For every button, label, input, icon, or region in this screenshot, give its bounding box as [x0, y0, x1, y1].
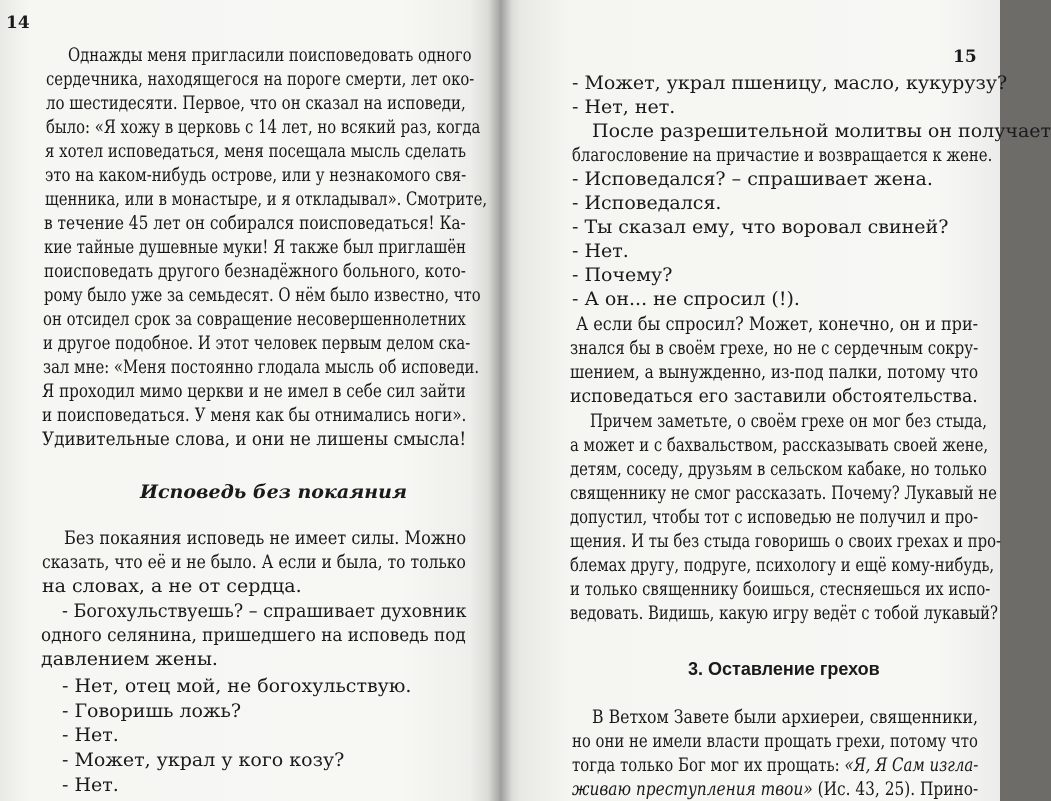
scripture-quote: «Я, Я Сам изгла- — [844, 754, 979, 776]
right-text-line: шением, а вынужденно, из-под палки, потому что — [570, 361, 979, 383]
scripture-reference: (Ис. 43, 25). Прино- — [812, 778, 979, 800]
right-page — [500, 0, 1051, 801]
left-text-line: зал мне: «Меня постоянно глодала мысль об исповеди. — [43, 356, 480, 378]
right-text-line: - Нет, нет. — [572, 96, 676, 118]
right-text-line: благословение на причастие и возвращается к жене. — [572, 144, 993, 166]
right-text-line: а может и с бахвальством, рассказывать своей жене, — [570, 434, 989, 456]
left-text-line: - Говоришь ложь? — [62, 700, 242, 722]
left-text-line: в течение 45 лет он собирался поисповедаться! Ка- — [44, 212, 466, 234]
left-text-line: - Нет, отец мой, не богохульствую. — [62, 675, 412, 697]
left-text-line: ло шестидесяти. Первое, что он сказал на исповеди, — [46, 92, 466, 114]
scripture-quote-cont: живаю преступления твои» — [572, 778, 813, 800]
right-text-line: и только священнику боишься, стесняешься их испо- — [570, 578, 991, 600]
left-text-line: кие тайные душевные муки! Я также был приглашён — [44, 236, 467, 258]
right-text-line: Причем заметьте, о своём грехе он мог без стыда, — [590, 410, 987, 432]
left-text-line: Я проходил мимо церкви и не имел в себе сил зайти — [42, 380, 466, 402]
left-text-line: поисповедать другого безнадёжного больного, кото- — [44, 260, 466, 282]
left-text-line: Однажды меня пригласили поисповедовать одного — [68, 44, 472, 66]
right-text-line: допустил, чтобы тот с исповедью не получил и про- — [570, 506, 979, 528]
left-text-line: сердечника, находящегося на пороге смерти, лет око- — [46, 68, 475, 90]
right-text-line: священнику не смог рассказать. Почему? Лукавый не — [570, 482, 997, 504]
right-text-line: знался бы в своём грехе, но не с сердечным сокру- — [570, 337, 979, 359]
left-text-line: было: «Я хожу в церковь с 14 лет, но всякий раз, когда — [46, 116, 481, 138]
right-text-line — [572, 778, 978, 801]
right-text-line: После разрешительной молитвы он получает — [592, 120, 1051, 142]
left-text-line: рому было уже за семьдесят. О нём было известно, что — [44, 284, 481, 306]
right-page-number: 15 — [953, 47, 977, 67]
section-heading-left: Исповедь без покаяния — [140, 481, 408, 503]
right-text-line: - Может, украл пшеницу, масло, кукурузу? — [572, 72, 1008, 94]
right-text-line: детям, соседу, друзьям в сельском кабаке, но только — [570, 458, 987, 480]
right-text-line — [572, 754, 978, 777]
right-text-line: - Исповедался. — [572, 192, 722, 214]
right-text-line: - Нет. — [572, 240, 629, 262]
left-text-line: я хотел исповедаться, меня посещала мысль сделать — [45, 140, 466, 162]
left-text-line: он отсидел срок за совращение несовершеннолетних — [43, 308, 466, 330]
left-text-line: сказать, что её и не было. А если и была, то только — [42, 551, 466, 573]
right-text-line: - Ты сказал ему, что воровал свиней? — [572, 216, 949, 238]
left-text-line: Без покаяния исповедь не имеет силы. Можно — [64, 527, 467, 549]
right-text-line: ведовать. Видишь, какую игру ведёт с тобой лукавый? — [570, 602, 999, 624]
right-text-line: исповедаться его заставили обстоятельства. — [570, 385, 978, 407]
left-text-line: это на каком-нибудь острове, или у незнакомого свя- — [45, 164, 467, 186]
left-text-line: - Нет. — [62, 724, 119, 746]
left-text-line: - Может, украл у кого козу? — [62, 749, 345, 771]
left-text-line: щенника, или в монастыре, и я откладывал». Смотрите, — [45, 188, 488, 210]
left-text-line: и поисповедаться. У меня как бы отнимались ноги». — [42, 404, 467, 426]
right-text-line: щения. И ты без стыда говоришь о своих грехах и про- — [570, 530, 1002, 552]
left-text-line: одного селянина, пришедшего на исповедь под — [41, 624, 466, 646]
right-text-line: блемах другу, подруге, психологу и ещё кому-нибудь, — [570, 554, 995, 576]
right-text-line: А если бы спросил? Может, конечно, он и при- — [576, 313, 979, 335]
section-heading-right: 3. Оставление грехов — [688, 659, 880, 679]
quote-prefix: тогда только Бог мог их прощать: — [572, 754, 845, 776]
left-text-line: - Богохульствуешь? – спрашивает духовник — [62, 600, 467, 622]
right-text-line: - А он... не спросил (!). — [572, 288, 800, 310]
left-page-number: 14 — [6, 13, 30, 33]
right-text-line: - Почему? — [572, 264, 673, 286]
right-text-line: В Ветхом Завете были архиереи, священники, — [592, 706, 978, 728]
right-text-line: но они не имели власти прощать грехи, потому что — [572, 730, 978, 752]
right-text-line: - Исповедался? – спрашивает жена. — [572, 168, 933, 190]
left-text-line: Удивительные слова, и они не лишены смысла! — [42, 428, 467, 450]
left-text-line: на словах, а не от сердца. — [42, 575, 302, 597]
left-text-line: давлением жены. — [41, 648, 218, 670]
left-text-line: - Нет. — [62, 774, 119, 796]
left-page — [0, 0, 500, 801]
left-text-line: и другое подобное. И этот человек первым делом ска- — [43, 332, 471, 354]
